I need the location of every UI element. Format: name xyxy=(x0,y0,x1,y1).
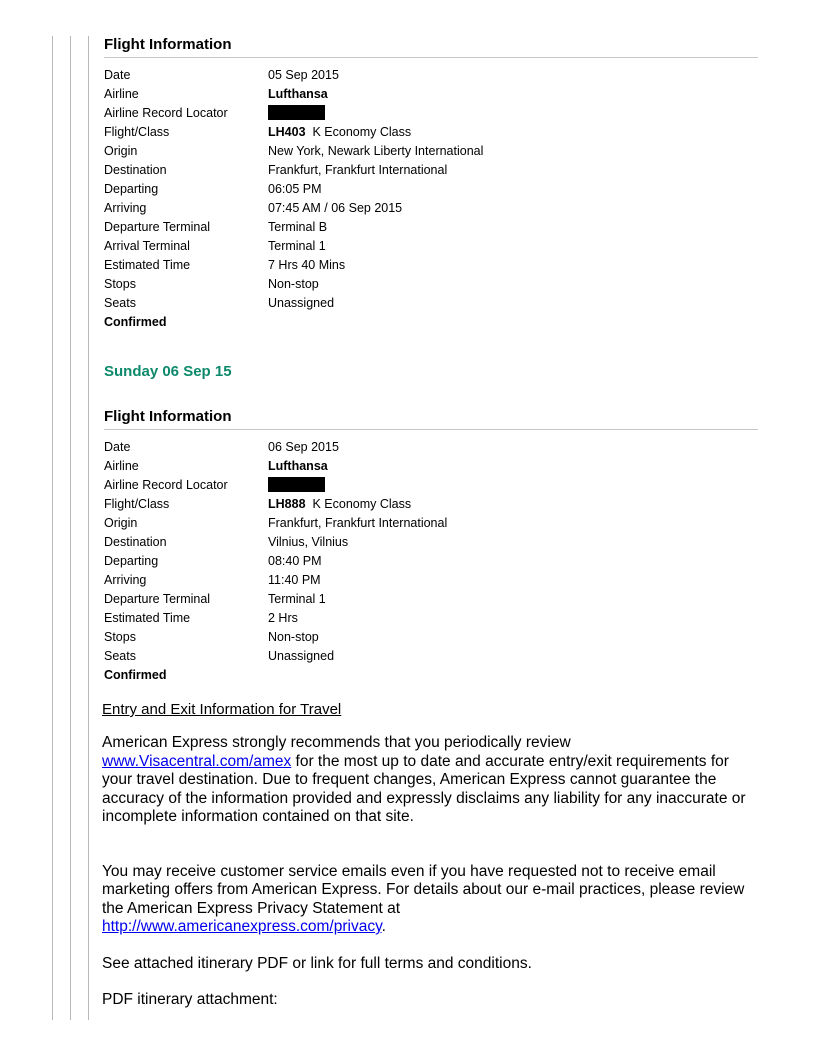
row-date xyxy=(102,438,758,457)
row-arriving xyxy=(102,199,758,218)
privacy-paragraph xyxy=(102,863,758,937)
row-arrival-terminal xyxy=(102,237,758,256)
value: New York, Newark Liberty International xyxy=(268,144,484,158)
label: Origin xyxy=(104,516,138,530)
row-departure-terminal xyxy=(102,590,758,609)
border-line xyxy=(88,36,89,1020)
value: Non-stop xyxy=(268,630,319,644)
value: 08:40 PM xyxy=(268,554,322,568)
row-airline xyxy=(102,85,758,104)
row-stops xyxy=(102,275,758,294)
label: Estimated Time xyxy=(104,611,191,625)
label: Departure Terminal xyxy=(104,592,211,606)
label: Airline xyxy=(104,87,139,101)
section-title: Flight Information xyxy=(104,36,232,53)
value: 06:05 PM xyxy=(268,182,322,196)
entry-exit-text-cont: for the most up to date and accurate entry/exit requirements for your travel destination. Due to frequent changes, American Express cannot guarantee the accuracy of the information provided and expressly disclaims any liability for any inaccurate or incomplete information contained on that site. xyxy=(102,752,746,825)
label: Destination xyxy=(104,163,167,177)
value: Terminal B xyxy=(268,220,328,234)
value: 06 Sep 2015 xyxy=(268,440,339,454)
value xyxy=(268,476,758,495)
label: Origin xyxy=(104,144,138,158)
row-airline xyxy=(102,457,758,476)
divider xyxy=(104,429,758,430)
row-flight-class xyxy=(102,495,758,514)
privacy-text: You may receive customer service emails even if you have requested not to receive email marketing offers from American Express. For details about our e-mail practices, please review the American Express Privacy Statement at xyxy=(102,862,745,917)
row-destination xyxy=(102,533,758,552)
value: Frankfurt, Frankfurt International xyxy=(268,516,448,530)
redaction-block xyxy=(268,477,325,492)
section-title: Flight Information xyxy=(104,408,232,425)
label: Estimated Time xyxy=(104,258,191,272)
terms-paragraph: See attached itinerary PDF or link for full terms and conditions. xyxy=(102,954,532,972)
border-line xyxy=(70,36,71,1020)
row-origin xyxy=(102,142,758,161)
value xyxy=(268,123,758,142)
value: Frankfurt, Frankfurt International xyxy=(268,163,448,177)
value: 7 Hrs 40 Mins xyxy=(268,258,346,272)
label: Arriving xyxy=(104,573,147,587)
value: 2 Hrs xyxy=(268,611,298,625)
entry-exit-paragraph xyxy=(102,734,758,827)
day-heading: Sunday 06 Sep 15 xyxy=(104,363,232,380)
label: Flight/Class xyxy=(104,497,170,511)
row-record-locator xyxy=(102,476,758,495)
value: Lufthansa xyxy=(268,459,328,473)
visacentral-link[interactable]: www.Visacentral.com/amex xyxy=(102,752,292,770)
value: Non-stop xyxy=(268,277,319,291)
flight-number: LH403 xyxy=(268,125,306,139)
value: Terminal 1 xyxy=(268,239,326,253)
label: Date xyxy=(104,440,131,454)
label: Stops xyxy=(104,277,136,291)
fare-class: K Economy Class xyxy=(312,497,412,511)
value xyxy=(268,104,758,123)
entry-exit-text: American Express strongly recommends that you periodically review xyxy=(102,734,571,751)
row-arriving xyxy=(102,571,758,590)
value: Unassigned xyxy=(268,649,335,663)
label: Arriving xyxy=(104,201,147,215)
flight-number: LH888 xyxy=(268,497,306,511)
label: Date xyxy=(104,68,131,82)
label: Departing xyxy=(104,554,159,568)
privacy-suffix: . xyxy=(381,918,386,935)
value: Lufthansa xyxy=(268,87,328,101)
value: 07:45 AM / 06 Sep 2015 xyxy=(268,201,403,215)
label: Airline Record Locator xyxy=(104,478,228,492)
label: Seats xyxy=(104,649,136,663)
flight-section xyxy=(102,408,758,685)
row-date xyxy=(102,66,758,85)
status-confirmed: Confirmed xyxy=(104,315,167,329)
label: Stops xyxy=(104,630,136,644)
redaction-block xyxy=(268,105,325,120)
border-line xyxy=(52,36,53,1020)
value: 05 Sep 2015 xyxy=(268,68,339,82)
row-seats xyxy=(102,294,758,313)
label: Departing xyxy=(104,182,159,196)
row-origin xyxy=(102,514,758,533)
value: Unassigned xyxy=(268,296,335,310)
row-departure-terminal xyxy=(102,218,758,237)
status-confirmed: Confirmed xyxy=(104,668,167,682)
label: Departure Terminal xyxy=(104,220,211,234)
value xyxy=(268,495,758,514)
flight-section xyxy=(102,36,758,332)
divider xyxy=(104,57,758,58)
row-record-locator xyxy=(102,104,758,123)
row-estimated-time xyxy=(102,609,758,628)
label: Arrival Terminal xyxy=(104,239,190,253)
value: Vilnius, Vilnius xyxy=(268,535,349,549)
label: Seats xyxy=(104,296,136,310)
fare-class: K Economy Class xyxy=(312,125,412,139)
privacy-link[interactable]: http://www.americanexpress.com/privacy xyxy=(102,918,382,935)
row-flight-class xyxy=(102,123,758,142)
row-stops xyxy=(102,628,758,647)
label: Destination xyxy=(104,535,167,549)
label: Airline Record Locator xyxy=(104,106,228,120)
value: 11:40 PM xyxy=(268,573,321,587)
row-seats xyxy=(102,647,758,666)
row-departing xyxy=(102,552,758,571)
itinerary-content xyxy=(102,36,758,1010)
label: Flight/Class xyxy=(104,125,170,139)
entry-exit-heading: Entry and Exit Information for Travel xyxy=(102,701,342,718)
row-destination xyxy=(102,161,758,180)
row-estimated-time xyxy=(102,256,758,275)
row-departing xyxy=(102,180,758,199)
label: Airline xyxy=(104,459,139,473)
value: Terminal 1 xyxy=(268,592,326,606)
pdf-attachment-label: PDF itinerary attachment: xyxy=(102,991,278,1008)
